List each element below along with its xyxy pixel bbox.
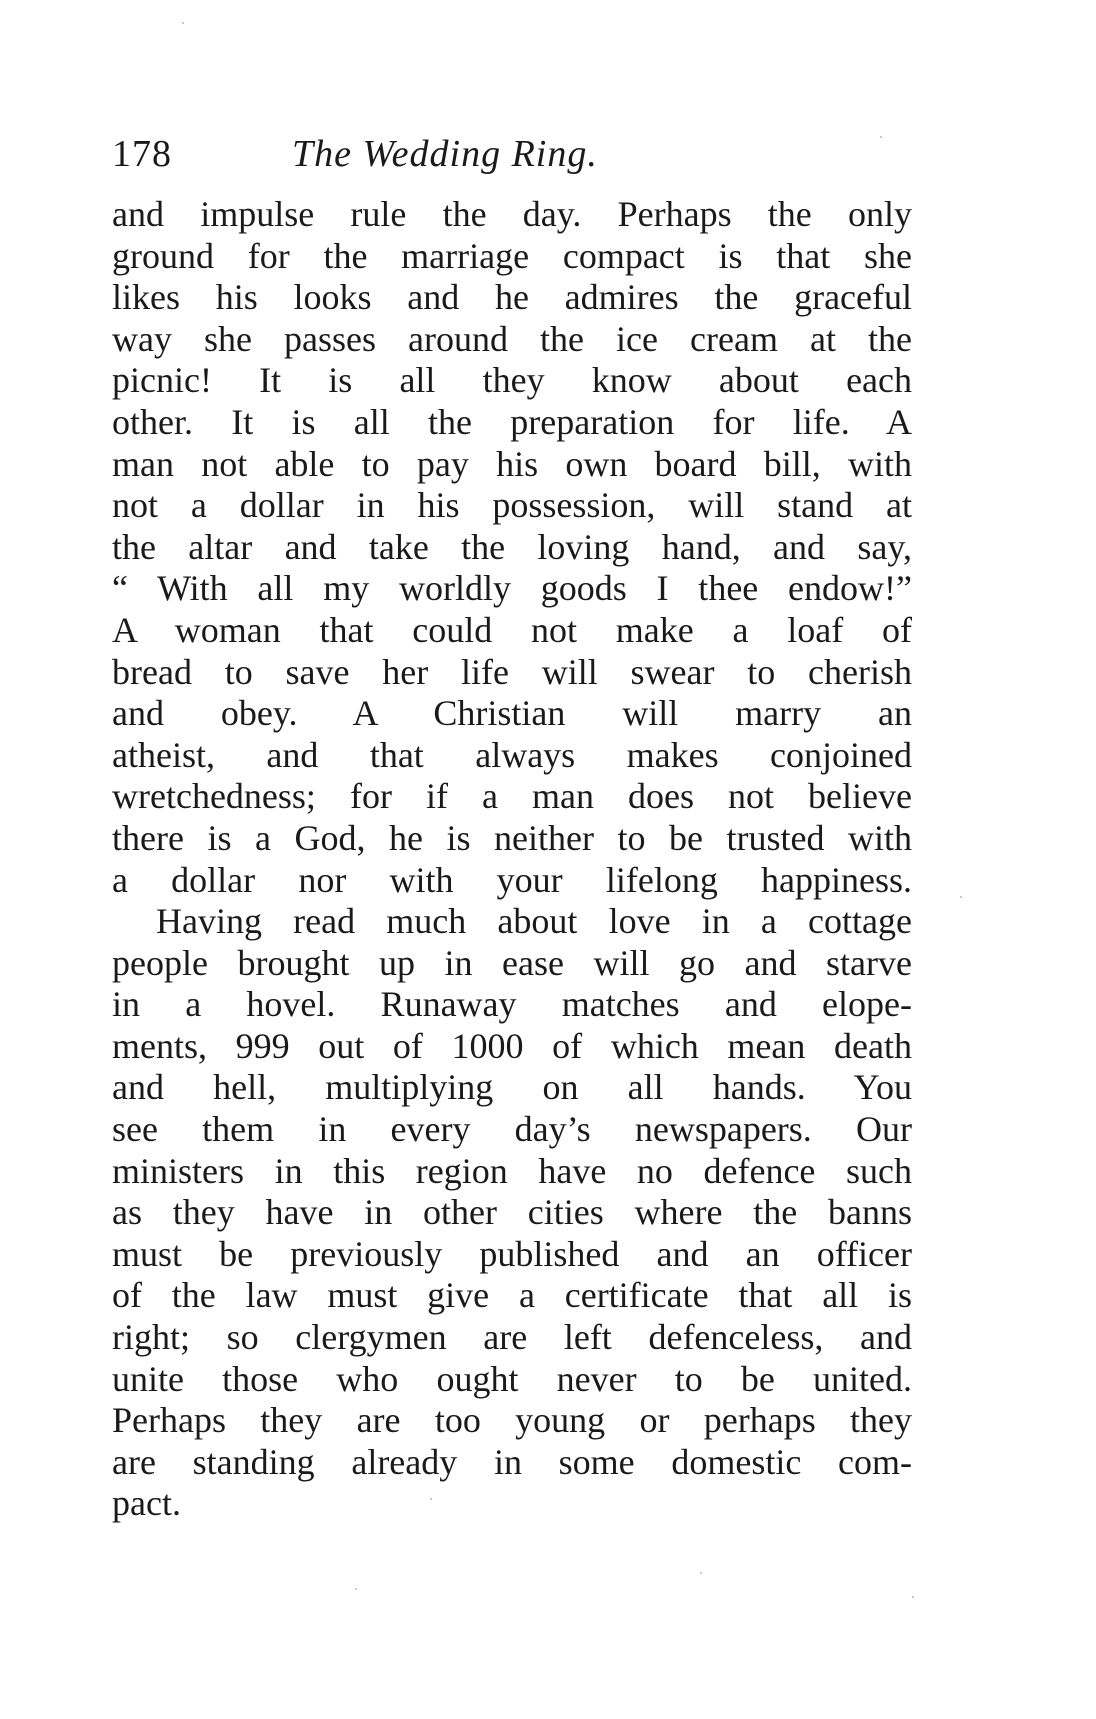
text-line: wretchedness; for if a man does not believe [112,776,912,817]
text-line: Having read much about love in a cottage [156,901,912,942]
text-line: the altar and take the loving hand, and say, [112,526,912,567]
running-title: The Wedding Ring. [292,133,598,175]
text-line: and impulse rule the day. Perhaps the only [112,194,912,234]
text-line: “ With all my worldly goods I thee endow!” [112,568,912,609]
text-line: and obey. A Christian will marry an [112,693,912,734]
text-line: must be previously published and an officer [112,1233,912,1274]
text-line: a dollar nor with your lifelong happiness. [112,859,912,900]
paper-speck [960,896,962,898]
text-line: other. It is all the preparation for life. A [112,401,912,442]
paper-speck [880,136,882,138]
text-line: ministers in this region have no defence such [112,1150,912,1191]
text-line: Perhaps they are too young or perhaps they [112,1400,912,1441]
text-line: ground for the marriage compact is that she [112,235,912,276]
text-line: way she passes around the ice cream at the [112,318,912,359]
text-line: unite those who ought never to be united. [112,1358,912,1399]
page-number: 178 [112,133,172,175]
text-line: atheist, and that always makes conjoined [112,734,912,775]
text-line: people brought up in ease will go and starve [112,942,912,983]
text-line: and hell, multiplying on all hands. You [112,1067,912,1108]
text-line: are standing already in some domestic com- [112,1441,912,1482]
text-line: see them in every day’s newspapers. Our [112,1109,912,1150]
running-head [112,124,912,184]
text-line: in a hovel. Runaway matches and elope- [112,984,912,1025]
text-line: not a dollar in his possession, will stand at [112,485,912,526]
text-line: of the law must give a certificate that all is [112,1275,912,1316]
paragraph-2 [112,901,912,1525]
paper-speck [912,1596,914,1598]
paper-speck [700,1572,702,1574]
text-line: ments, 999 out of 1000 of which mean death [112,1025,912,1066]
text-line: there is a God, he is neither to be trusted with [112,817,912,858]
text-line: pact. [112,1483,181,1524]
paper-speck [355,1588,357,1590]
body-text [112,194,912,1525]
text-line: picnic! It is all they know about each [112,360,912,401]
text-line: likes his looks and he admires the graceful [112,277,912,318]
text-line: A woman that could not make a loaf of [112,609,912,650]
paragraph-1 [112,194,912,901]
text-line: bread to save her life will swear to cherish [112,651,912,692]
text-line: man not able to pay his own board bill, with [112,443,912,484]
text-line: right; so clergymen are left defenceless, and [112,1317,912,1358]
paper-speck [182,22,184,24]
paper-speck [430,1498,432,1500]
text-line: as they have in other cities where the banns [112,1192,912,1233]
